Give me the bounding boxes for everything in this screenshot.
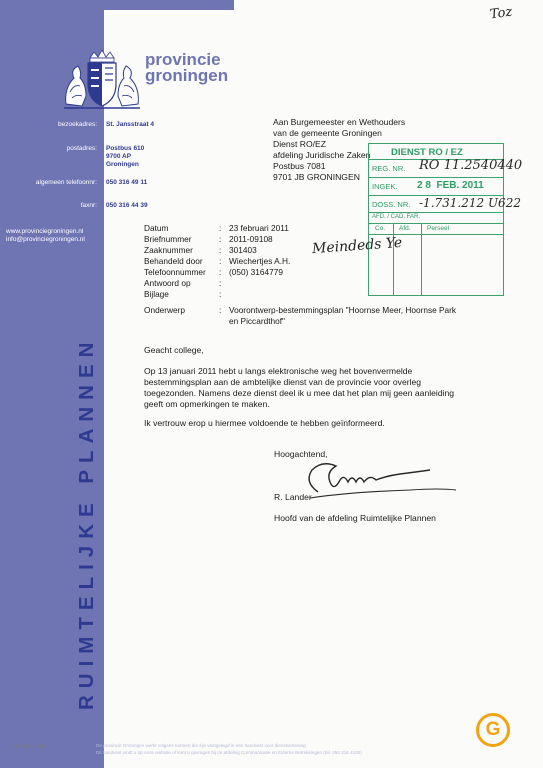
subject-label: Onderwerp [144, 305, 186, 315]
website-link[interactable]: www.provinciegroningen.nl [6, 228, 84, 235]
vertical-title-text: RUIMTELIJKE PLANNEN [75, 335, 98, 710]
visit-address-value: St. Jansstraat 4 [106, 121, 155, 128]
signer-name: R. Lander [274, 492, 312, 502]
brand-groningen: groningen [145, 66, 229, 85]
subject-colon: : [219, 305, 222, 315]
closing: Hoogachtend, [274, 449, 328, 459]
postal-address-line3: Groningen [106, 161, 139, 168]
stamp-received-date: 2 8 FEB. 2011 [417, 180, 484, 191]
stamp-file-label: DOSS. NR. [372, 200, 411, 209]
groningen-g-logo-icon [476, 713, 510, 747]
signature-icon [290, 452, 460, 502]
recipient-line5: Postbus 7081 [273, 161, 326, 171]
recipient-line2: van de gemeente Groningen [273, 128, 382, 138]
brand-provincie: provincie [145, 50, 221, 69]
phone-label: algemeen telefoonnr: [35, 179, 97, 186]
case-number-value: 301403 [229, 245, 257, 255]
case-number-label: Zaaknummer [144, 245, 193, 255]
stamp-afd-label: AFD. / CAD. FAR. [372, 214, 421, 220]
top-blue-bar [104, 0, 234, 10]
paragraph1-line2: bestemmingsplan aan de ambtelijke dienst van de provincie voor overleg [144, 377, 422, 387]
subject-line2: en Piccardthof" [229, 316, 285, 326]
recipient-line1: Aan Burgemeester en Wethouders [273, 117, 406, 127]
handwritten-annotation: Meindeds Ye [311, 234, 403, 258]
date-colon: : [219, 223, 222, 233]
paragraph1-line3: toegezonden. Namens deze dienst deel ik u mee dat het plan mij geen aanleiding [144, 388, 455, 398]
attachment-colon: : [219, 289, 222, 299]
salutation: Geacht college, [144, 345, 204, 355]
telephone-value: (050) 3164779 [229, 267, 283, 277]
handled-by-colon: : [219, 256, 222, 266]
subject-line1: Voorontwerp-bestemmingsplan "Hoornse Meer, Hoornse Park [229, 305, 457, 315]
date-value: 23 februari 2011 [229, 223, 289, 233]
paragraph2: Ik vertrouw erop u hiermee voldoende te hebben geïnformeerd. [144, 418, 385, 428]
recipient-line4: afdeling Juridische Zaken [273, 150, 371, 160]
stamp-col-perseel: Perseel [427, 225, 450, 232]
letter-number-colon: : [219, 234, 222, 244]
paragraph1-line1: Op 13 januari 2011 hebt u langs elektronische weg het bovenvermelde [144, 366, 413, 376]
recipient-line3: Dienst RO/EZ [273, 139, 327, 149]
signer-title: Hoofd van de afdeling Ruimtelijke Plannen [274, 513, 436, 523]
stamp-col-co: Co. [375, 225, 386, 232]
form-code: 06-HB-RP-001 [13, 744, 46, 750]
received-stamp [368, 143, 523, 296]
telephone-colon: : [219, 267, 222, 277]
footer-line2: Dit handvest vindt u op onze website of kunt u opvragen bij de afdeling Communicatie en Externe Betrekkingen (tel. 050 316 4160) [96, 750, 362, 755]
telephone-label: Telefoonnummer [144, 267, 206, 277]
paragraph1-line4: geeft om opmerkingen te maken. [144, 399, 270, 409]
email-link[interactable]: info@provinciegroningen.nl [6, 236, 85, 243]
phone-value: 050 316 49 11 [106, 179, 148, 186]
visit-address-label: bezoekadres: [57, 121, 97, 128]
stamp-file-value: -1.731.212 U622 [419, 196, 521, 210]
postal-address-line1: Postbus 610 [106, 145, 145, 152]
stamp-received-label: INGEK. [372, 182, 398, 191]
stamp-title: DIENST RO / EZ [391, 147, 463, 158]
recipient-line6: 9701 JB GRONINGEN [273, 172, 360, 182]
postal-address-line2: 9700 AP [106, 153, 132, 160]
reply-to-colon: : [219, 278, 222, 288]
case-number-colon: : [219, 245, 222, 255]
footer-line1: De provincie Groningen werkt volgens normen die zijn vastgelegd in een handvest voor dienstverlening. [96, 743, 307, 748]
postal-address-label: postadres: [66, 145, 97, 152]
fax-value: 050 316 44 39 [106, 202, 148, 209]
handled-by-label: Behandeld door [144, 256, 203, 266]
handled-by-value: Wiechertjes A.H. [229, 256, 291, 266]
stamp-reg-value: RO 11.2540440 [419, 158, 523, 173]
attachment-label: Bijlage [144, 289, 169, 299]
letter-number-value: 2011-09108 [229, 234, 273, 244]
stamp-reg-label: REG. NR. [372, 164, 406, 173]
fax-label: faxnr: [80, 202, 97, 209]
vertical-department-title [60, 262, 110, 712]
stamp-col-afd: Afd. [399, 225, 411, 232]
reply-to-label: Antwoord op [144, 278, 191, 288]
letter-number-label: Briefnummer [144, 234, 192, 244]
logo-letter: G [485, 719, 501, 740]
province-crest-icon [60, 48, 144, 112]
date-label: Datum [144, 223, 169, 233]
handwritten-corner-mark: Toz [489, 4, 514, 23]
